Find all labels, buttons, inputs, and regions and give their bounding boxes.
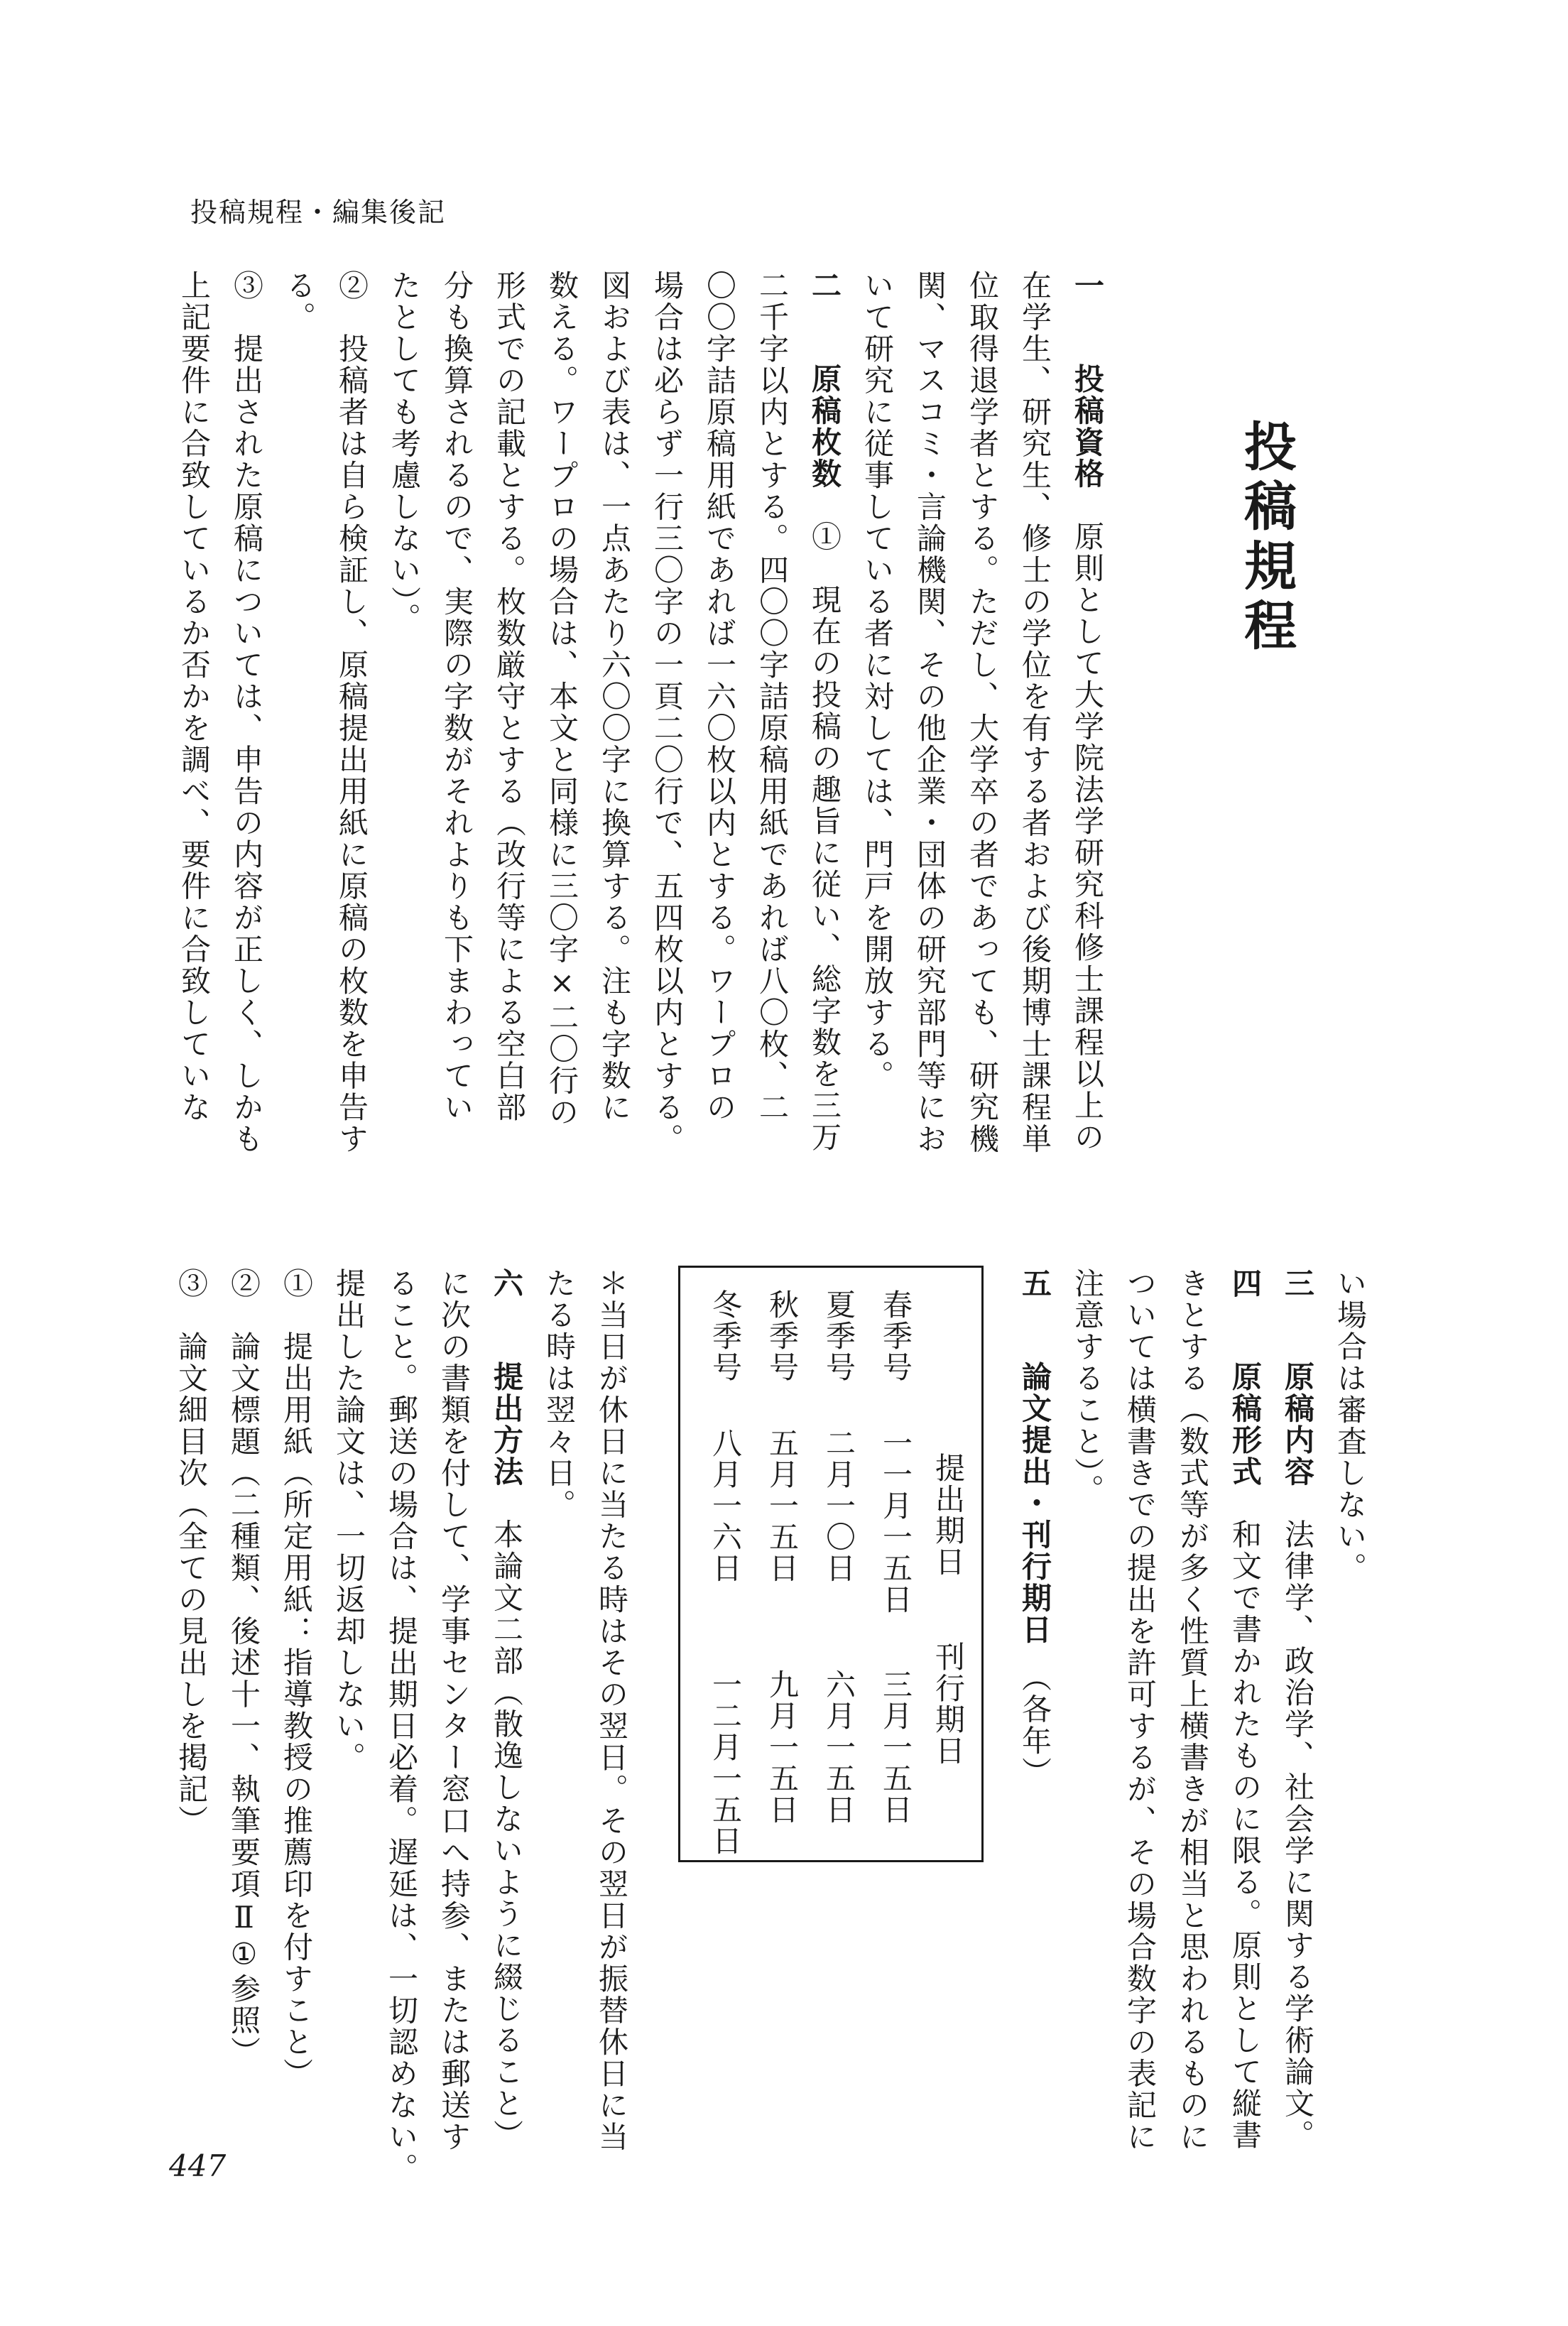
- line-text: ② 投稿者は自ら検証し、原稿提出用紙に原稿の枚数を申告す: [334, 270, 369, 1155]
- line-text: ① 現在の投稿の趣旨に従い、総字数を三万: [807, 521, 842, 1153]
- line-text: ② 論文標題（二種類、後述十一、執筆要項Ⅱ①参照）: [227, 1268, 261, 2068]
- schedule-row: [756, 1289, 808, 1825]
- line-text: （各年）: [1018, 1677, 1052, 1788]
- submit-date: 五月一五日: [765, 1428, 800, 1584]
- lower2-line: [165, 1268, 217, 2262]
- publish-date: 一二月一五日: [708, 1669, 743, 1857]
- lower2-line: [428, 1268, 480, 2262]
- page-number: 447: [169, 2148, 227, 2183]
- upper-line: [378, 270, 430, 1172]
- schedule-header: [922, 1268, 974, 1766]
- line-text: ＊当日が休日に当たる時はその翌日。その翌日が振替休日に当: [594, 1268, 629, 2153]
- lower-text-block-1: [1008, 1268, 1376, 2262]
- line-text: い場合は審査しない。: [1333, 1268, 1368, 1584]
- line-text: ついては横書きでの提出を許可するが、その場合数字の表記に: [1123, 1268, 1158, 2153]
- upper-text-block: [168, 270, 1114, 1172]
- lower-line: [1271, 1268, 1324, 2262]
- line-text: 上記要件に合致しているか否かを調べ、要件に合致していな: [177, 270, 212, 1124]
- schedule-table: [678, 1266, 984, 1862]
- section-number: 四: [1228, 1268, 1263, 1300]
- schedule-row: [699, 1289, 751, 1857]
- submit-date: 二月一〇日: [822, 1428, 856, 1584]
- line-text: ③ 提出された原稿については、申告の内容が正しく、しかも: [229, 270, 264, 1155]
- lower-line: [1008, 1268, 1061, 2262]
- upper-line: [168, 270, 220, 1172]
- line-text: 法律学、政治学、社会学に関する学術論文。: [1280, 1518, 1315, 2151]
- line-text: 在学生、研究生、修士の学位を有する者および後期博士課程単: [1018, 270, 1052, 1155]
- lower-text-block-2: [165, 1268, 638, 2262]
- season: 夏季号: [822, 1289, 856, 1383]
- publish-date: 九月一五日: [765, 1669, 800, 1825]
- lower2-line: [270, 1268, 322, 2262]
- page-title: 投稿規程: [1236, 419, 1297, 658]
- line-text: 場合は必らず一行三〇字の一頁二〇行で、五四枚以内とする。: [650, 270, 685, 1155]
- line-text: たとしても考慮しない）。: [387, 270, 422, 634]
- col-submit-label: 提出期日: [931, 1452, 966, 1577]
- line-text: いて研究に従事している者に対しては、門戸を開放する。: [860, 270, 895, 1092]
- line-text: 提出した論文は、一切返却しない。: [332, 1268, 366, 1773]
- upper-line: [273, 270, 325, 1172]
- upper-line: [798, 270, 851, 1172]
- line-text: 位取得退学者とする。ただし、大学卒の者であっても、研究機: [965, 270, 1000, 1155]
- schedule-row: [869, 1289, 922, 1825]
- section-label: 提出方法: [489, 1329, 524, 1519]
- upper-line: [430, 270, 483, 1172]
- upper-line: [483, 270, 535, 1172]
- upper-line: [535, 270, 588, 1172]
- upper-line: [851, 270, 903, 1172]
- line-text: 原則として大学院法学研究科修士課程以上の: [1070, 521, 1105, 1153]
- upper-line: [220, 270, 273, 1172]
- lower2-line: [322, 1268, 375, 2262]
- line-text: 図および表は、一点あたり六〇〇字に換算する。注も字数に: [597, 270, 632, 1124]
- section-number: 二: [807, 270, 842, 302]
- line-text: 数える。ワープロの場合は、本文と同様に三〇字×二〇行の: [545, 270, 579, 1129]
- line-text: 形式での記載とする。枚数厳守とする（改行等による空白部: [492, 270, 527, 1124]
- running-header: 投稿規程・編集後記: [190, 197, 447, 228]
- section-number: 六: [489, 1268, 524, 1300]
- section-label: 投稿資格: [1070, 331, 1105, 521]
- line-text: に次の書類を付して、学事センター窓口へ持参、または郵送す: [437, 1268, 472, 2153]
- section-label: 原稿形式: [1228, 1329, 1263, 1519]
- line-text: きとする（数式等が多く性質上横書きが相当と思われるものに: [1175, 1268, 1210, 2153]
- lower-line: [1219, 1268, 1271, 2262]
- publish-date: 六月一五日: [822, 1669, 856, 1825]
- section-label: 原稿内容: [1280, 1329, 1315, 1519]
- upper-line: [693, 270, 746, 1172]
- section-number: 三: [1280, 1268, 1315, 1300]
- section-number: 一: [1070, 270, 1105, 302]
- line-text: 分も換算されるので、実際の字数がそれよりも下まわってい: [440, 270, 474, 1124]
- line-text: 本論文二部（散逸しないように綴じること）: [489, 1518, 524, 2151]
- line-text: たる時は翌々日。: [542, 1268, 577, 1521]
- lower2-line: [375, 1268, 428, 2262]
- schedule-row: [812, 1289, 865, 1825]
- upper-line: [903, 270, 956, 1172]
- lower2-line: [480, 1268, 533, 2262]
- submit-date: 八月一六日: [708, 1428, 743, 1584]
- upper-line: [1008, 270, 1061, 1172]
- lower-line: [1114, 1268, 1166, 2262]
- upper-line: [746, 270, 798, 1172]
- line-text: ① 提出用紙（所定用紙：指導教授の推薦印を付すこと）: [279, 1268, 314, 2089]
- upper-line: [641, 270, 693, 1172]
- publish-date: 三月一五日: [878, 1669, 913, 1825]
- lower2-line: [533, 1268, 585, 2262]
- section-label: 論文提出・刊行期日: [1018, 1329, 1052, 1677]
- line-text: 関、マスコミ・言論機関、その他企業・団体の研究部門等にお: [913, 270, 947, 1155]
- lower-line: [1324, 1268, 1376, 2262]
- line-text: ること。郵送の場合は、提出期日必着。遅延は、一切認めない。: [384, 1268, 419, 2185]
- line-text: 注意すること）。: [1070, 1268, 1105, 1506]
- line-text: ③ 論文細目次（全ての見出しを掲記）: [174, 1268, 209, 1837]
- lower2-line: [585, 1268, 638, 2262]
- lower-line: [1061, 1268, 1114, 2262]
- line-text: 二千字以内とする。四〇〇字詰原稿用紙であれば八〇枚、二: [755, 270, 790, 1124]
- line-text: る。: [282, 270, 317, 333]
- line-text: 〇〇字詰原稿用紙であれば一六〇枚以内とする。ワープロの: [702, 270, 737, 1124]
- section-label: 原稿枚数: [807, 331, 842, 521]
- col-publish-label: 刊行期日: [931, 1641, 966, 1766]
- upper-line: [1061, 270, 1114, 1172]
- lower2-line: [217, 1268, 270, 2262]
- submit-date: 一一月一五日: [878, 1428, 913, 1615]
- season: 秋季号: [765, 1289, 800, 1383]
- upper-line: [956, 270, 1008, 1172]
- season: 春季号: [878, 1289, 913, 1383]
- lower-line: [1166, 1268, 1219, 2262]
- season: 冬季号: [708, 1289, 743, 1383]
- section-number: 五: [1018, 1268, 1052, 1300]
- upper-line: [588, 270, 641, 1172]
- line-text: 和文で書かれたものに限る。原則として縦書: [1228, 1518, 1263, 2151]
- upper-line: [325, 270, 378, 1172]
